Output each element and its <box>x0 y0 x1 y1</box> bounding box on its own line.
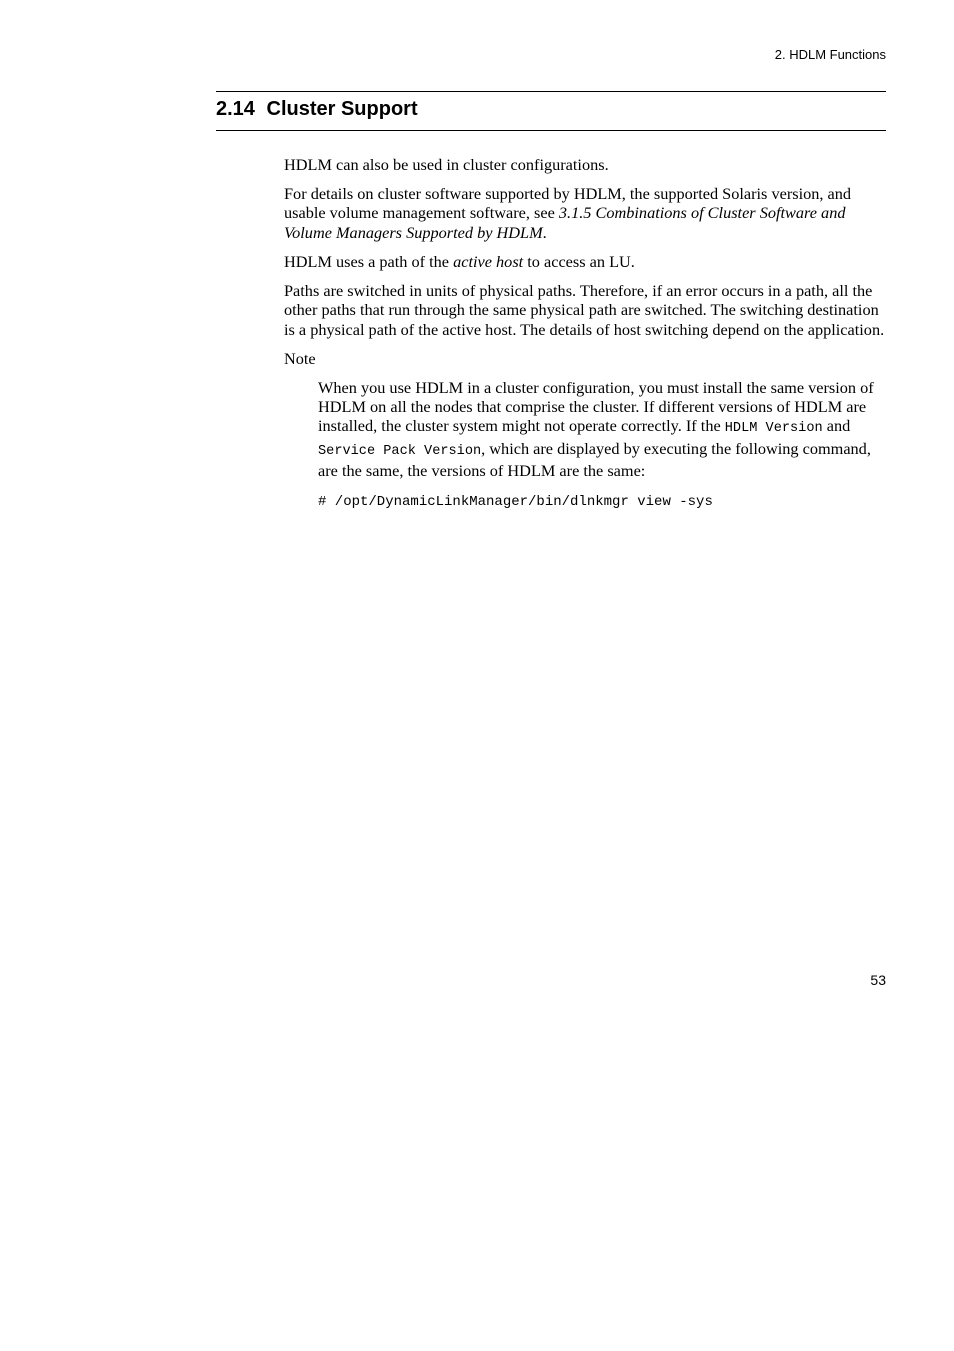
code-hdlm-version: HDLM Version <box>724 421 823 437</box>
paragraph-cluster-software <box>284 184 886 242</box>
paragraph-text: to access an LU. <box>523 251 635 271</box>
paragraph-text: . <box>542 222 547 242</box>
section-body <box>284 155 886 512</box>
running-header: 2. HDLM Functions <box>774 47 886 62</box>
paragraph-cluster-intro: HDLM can also be used in cluster configurations. <box>284 155 609 174</box>
section-title: Cluster Support <box>266 98 418 120</box>
note-text-part: and <box>822 416 851 436</box>
paragraph-active-host <box>284 252 886 271</box>
heading-bottom-rule <box>216 130 886 131</box>
heading-top-rule <box>216 91 886 92</box>
code-service-pack-version: Service Pack Version <box>318 443 482 459</box>
note-text-part: When you use HDLM in a cluster configuration, you must install the same version of HDLM on all the nodes that comprise the cluster. If different versions of HDLM are installed, the cluster system might not operate correctly. If the <box>318 377 874 436</box>
note-block <box>318 378 886 512</box>
section-number: 2.14 <box>216 98 255 120</box>
paragraph-text: For details on cluster software supported by HDLM, the supported Solaris version, and usable volume management software, see <box>284 184 852 223</box>
note-text-part: , which are displayed by executing the following command, are the same, the versions of HDLM are the same: <box>318 438 871 481</box>
term-active-host: active host <box>453 251 524 271</box>
cross-reference-link[interactable]: 3.1.5 Combinations of Cluster Software and Volume Managers Supported by HDLM <box>284 203 846 242</box>
note-label: Note <box>284 348 316 368</box>
section-heading <box>216 98 418 121</box>
note-text <box>318 378 886 481</box>
paragraph-text: HDLM uses a path of the <box>284 251 454 271</box>
paragraph-path-switching: Paths are switched in units of physical paths. Therefore, if an error occurs in a path, all the other paths that run through the same physical path are switched. The switching destination is a physical path of the active host. The details of host switching depend on the application. <box>284 280 885 339</box>
command-line: # /opt/DynamicLinkManager/bin/dlnkmgr view -sys <box>318 493 713 510</box>
page-number: 53 <box>870 972 886 988</box>
